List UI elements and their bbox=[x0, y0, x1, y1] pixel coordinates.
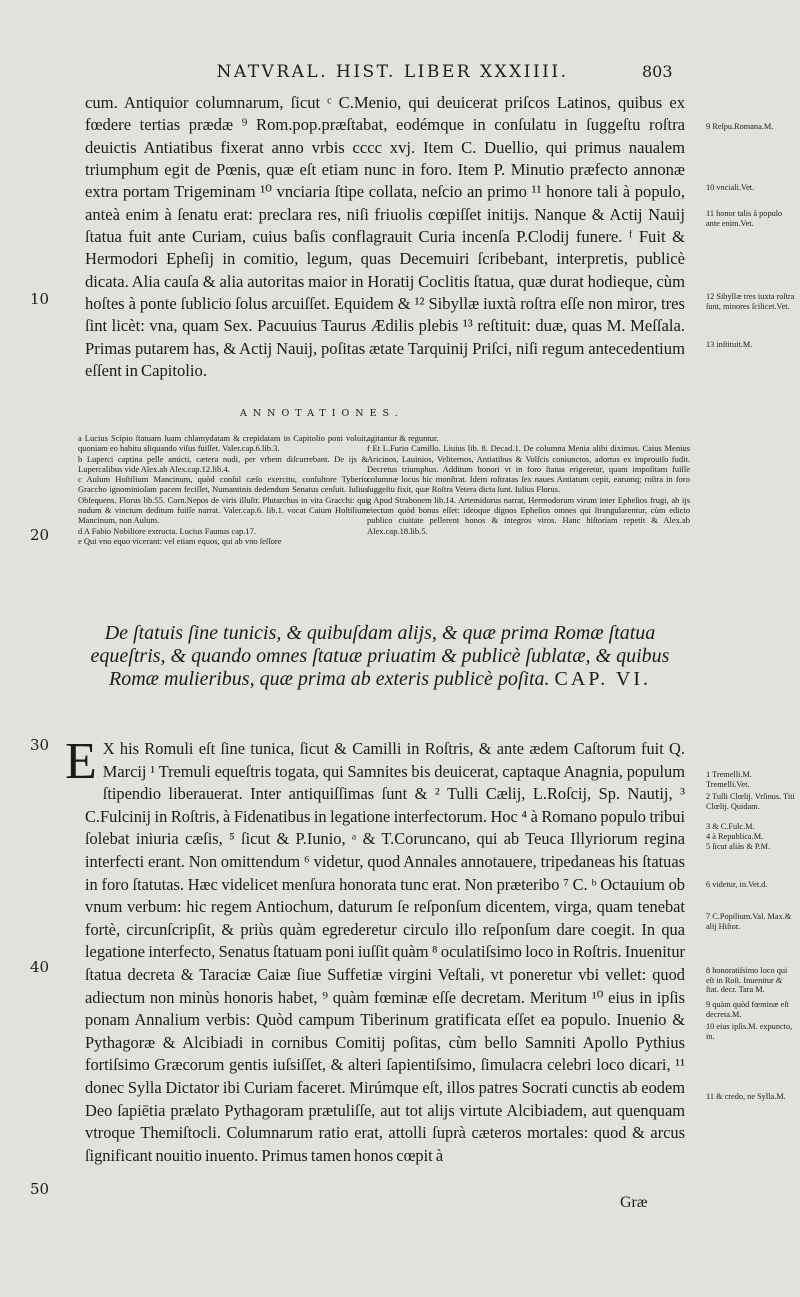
line-number: 40 bbox=[30, 958, 50, 976]
annotation-entry: e Qui vno equo vicerant: vel etiam equos, qui ab vno ſeſſore bbox=[78, 535, 282, 546]
chapter-title: De ſtatuis ſine tunicis, & quibuſdam alijs, & quæ prima Romæ ſtatua equeſtris, & quando omnes ſtatuæ priuatim & publicè ſublatæ, & quibus Romæ mulieribus, quæ prima ab exteris publicè poſita. bbox=[90, 622, 670, 690]
margin-note: 5 ſicut aliàs & P.M. bbox=[706, 842, 771, 851]
margin-note: 9 Reſpu.Romana.M. bbox=[706, 122, 774, 131]
catchword: Græ bbox=[620, 1194, 648, 1211]
margin-note: 2 Tulli Clœlij. Vrſinus. Titi Clœlij. Quidam. bbox=[706, 792, 795, 811]
main-text-block: cum. Antiquior columnarum, ſicut ᶜ C.Menio, qui deuicerat priſcos Latinos, quibus ex fœdere tertias prædæ ⁹ Rom.pop.præſtabat, eodémque in conſulatu in ſuggeſtu roſtra deuictis Antiatibus fixerat anno vrbis cccc xvj. Item C. Duellio, qui primus naualem triumphum egit de Pœnis, quæ eſt etiam nunc in foro. Item P. Minutio præfecto annonæ extra portam Trigeminam ¹⁰ vnciaria ſtipe collata, neſcio an primo ¹¹ honore tali à populo, anteà enim à ſenatu erat: preclara res, niſi friuolis cœpiſſet initijs. Nanque & Actij Nauij ſtatua fuit ante Curiam, cuius baſis conflagrauit Curia incenſa P.Clodij funere. ᶠ Fuit & Hermodori Epheſij in comitio, legum, quas Decemuiri ſcribebant, interpretis, publicè dicata. Alia cauſa & alia autoritas maior in Horatij Coclitis ſtatua, quæ durat hodieque, cùm hoſtes à ponte ſublicio ſolus arcuiſſet. Equidem & ¹² Sibyllæ iuxtà roſtra eſſe non miror, tres ſint licèt: vna, quam Sex. Pacuuius Taurus Ædilis plebis ¹³ reſtituit: duæ, quas M. Meſſala. Primas putarem has, & Actij Nauij, poſitas ætate Tarquinij Priſci, niſi regum antecedentium eſſent in Capitolio. bbox=[85, 93, 685, 381]
annotation-entry: b Luperci captina pelle amicti, cætera nudi, per vrbem diſcurrebant. De ijs & Lupercalibus vide Alex.ab Alex.cap.12.lib.4. bbox=[78, 453, 368, 474]
margin-note: 10 eius ipſis.M. expuncto, in. bbox=[706, 1022, 793, 1041]
margin-note: 13 inſtituit.M. bbox=[706, 340, 753, 349]
line-number: 20 bbox=[30, 526, 50, 544]
margin-note: 11 honor talis à populo ante enim.Vet. bbox=[706, 209, 783, 228]
annotation-entry: d A Fabio Nobiliore extructa. Lucius Faunus cap.17. bbox=[78, 525, 256, 536]
annotation-entry: c Aulum Hoſtilium Mancinum, quòd conſul cæſo exercitu, conſultore Tyberio Graccho ignominioſam pacem feciſſet, Numantinis dedendum Senatus cenſuit. Iulius Obſequens. Florus lib.55. Corn.Nepos de viris illuſtr. Plutarchus in vita Gracchi: qui nudum & vinctum deditum fuiſſe narrat. Valer.cap.6. lib.1. vocat Caium Hoſtilium Mancinum, non Aulum. bbox=[78, 474, 368, 526]
chapter-heading bbox=[80, 622, 680, 691]
annotations-right-column bbox=[367, 433, 690, 536]
line-number: 50 bbox=[30, 1180, 50, 1198]
margin-note: 12 Sibyllæ tres iuxta roſtra ſunt, minores ſcilicet.Vet. bbox=[706, 292, 795, 311]
margin-note: 6 videtur, in.Vet.d. bbox=[706, 880, 768, 889]
annotation-entry: agitantur & reguntur. bbox=[367, 433, 439, 443]
margin-note: 1 Tremelli.M. Tremelli.Vet. bbox=[706, 770, 752, 789]
margin-note: 9 quàm quòd fœminæ eſt decreta.M. bbox=[706, 1000, 789, 1019]
annotations-left-column bbox=[78, 433, 368, 546]
line-number: 10 bbox=[30, 290, 50, 308]
annotation-entry: a Lucius Scipio ſtatuam ſuam chlamydatam & crepidatam in Capitolio poni voluit, quoniam eo habitu aliquando viſus fuiſſet. Valer.cap.6.lib.3. bbox=[78, 433, 368, 454]
margin-note: 3 & C.Fulc.M. bbox=[706, 822, 755, 831]
margin-note: 11 & credo, ne Sylla.M. bbox=[706, 1092, 786, 1101]
line-number: 30 bbox=[30, 736, 50, 754]
page-number: 803 bbox=[642, 62, 673, 81]
running-header: NATVRAL. HIST. LIBER XXXIIII. bbox=[216, 62, 569, 82]
chapter-body: X his Romuli eſt ſine tunica, ſicut & Camilli in Roſtris, & ante ædem Caſtorum fuit Q. Marcij ¹ Tremuli equeſtris togata, qui Samnites bis deuicerat, captaque Anagnia, populum ſtipendio liberauerat. Inter antiquiſſimas ſunt & ² Tulli Cælij, L.Roſcij, Sp. Nautij, ³ C.Fulcinij in Roſtris, à Fidenatibus in legatione interfectorum. Hoc ⁴ à Romano populo tribui ſolebat iniuria cæſis, ⁵ ſicut & P.Iunio, ᵃ & T.Coruncano, qui ab Teuca Illyriorum regina interfecti erant. Non omittendum ⁶ videtur, quod Annales annotauere, tripedaneas his ſtatuas in foro ſtatutas. Hæc videlicet menſura honorata tunc erat. Non præteribo ⁷ C. ᵇ Octauium ob vnum verbum: hic regem Antiochum, daturum ſe reſponſum dicentem, virga, quam tenebat fortè, circunſcripſit, & priùs quàm egrederetur circulo illo reſponſum dare coegit. In qua legatione interfecto, Senatus ſtatuam poni iuſſit quàm ⁸ oculatiſsimo loco in Roſtris. Inuenitur ſtatua decreta & Taraciæ Caiæ ſiue Suffetiæ virgini Veſtali, vt poneretur vbi vellet: quod adiectum non minùs honoris habet, ⁹ quàm fœminæ eſſe decretam. Meritum ¹⁰ eius in ipſis ponam Annalium verbis: Quòd campum Tiberinum gratificata eſſet ea populo. Inuenio & Pythagoræ & Alcibiadi in cornibus Comitij poſitas, cùm bello Samniti Apollo Pythius fortiſsimo Græcorum gentis iuſsiſſet, & alteri ſapientiſsimo, ſimulacra celebri loco dicari, ¹¹ donec Sylla Dictator ibi Curiam faceret. Mirúmque eſt, illos patres Socrati cunctis ab eodem Deo ſapiētia prælato Pythagoram prætuliſſe, aut tot alijs virtute Alcibiadem, aut quenquam vtroque Themiſtocli. Columnarum ratio erat, attolli ſuprà cæteros mortales: quod & arcus ſignificant nouitio inuento. Primus tamen honos cœpit à bbox=[85, 739, 685, 1165]
chapter-text-block bbox=[65, 733, 685, 1167]
annotation-entry: g Apud Strabonem lib.14. Artemidorus narrat, Hermodorum virum inter Epheſios frugi, ab ijs eiectum quòd bonus eſſet: ideoque dignos Epheſios omnes qui ſtrangularentur, cùm edicto publico ciuitate pellerent bonos & integros viros. Hanc hiſtoriam repetit & Alex.ab Alex.cap.18.lib.5. bbox=[367, 494, 690, 536]
margin-note: 10 vnciali.Vet. bbox=[706, 183, 755, 192]
drop-cap: E bbox=[65, 733, 97, 790]
annotations-heading: ANNOTATIONES. bbox=[240, 408, 404, 419]
margin-note: 4 à Republica.M. bbox=[706, 832, 764, 841]
margin-note: 7 C.Popilium.Val. Max.& alij Hiſtor. bbox=[706, 912, 792, 931]
margin-note: 8 honoratiſsimo loco qui eſt in Roſt. Inuenitur & ſtat. decr. Tara M. bbox=[706, 966, 788, 994]
chapter-number: CAP. VI. bbox=[554, 668, 651, 690]
annotation-entry: f Et L.Furio Camillo. Liuius lib. 8. Decad.1. De columna Menia alibi diximus. Caius Menius Aricinos, Lauinios, Veliternos, Antiatibus & Volſcis coniunctos, adortus ex improuiſo fudit. Decretus triumphus. Additum honori vt in foro ſtatua erigeretur, quam impoſitam fuiſſe columnæ locus hic monſtrat. Idem roſtratas ſex naues Antiatum cepit, earumq; roſtra in foro ſuggeſtu fixit, quæ Roſtra Vetera dicta ſunt. Iulius Florus. bbox=[367, 443, 690, 495]
